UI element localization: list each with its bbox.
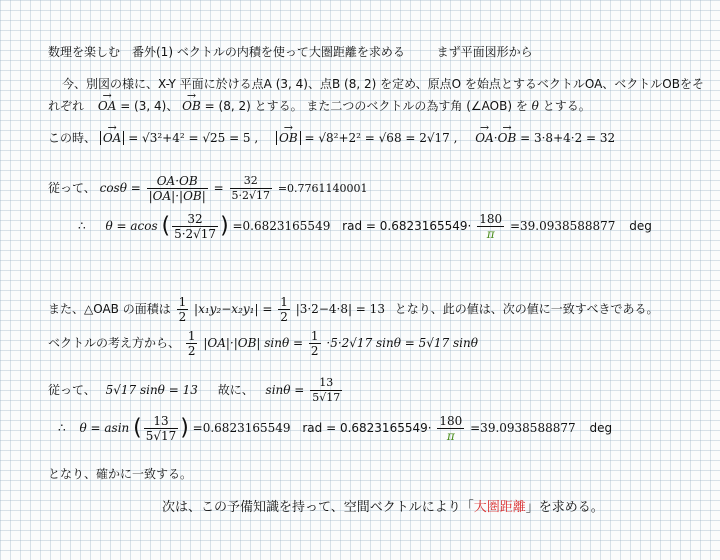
norms-line: この時、 → OA = √3²+4² = √25 = 5 , → OB = √8²+2² = √68 = 2√17 , → OA·→ OB = 3·8+4·2 = 32: [48, 130, 615, 146]
asin-deg-label: deg: [589, 421, 613, 435]
acos-fraction: [172, 212, 218, 241]
cos-den2: 5·2√17: [231, 189, 270, 202]
abs-ob: → OB: [279, 130, 298, 146]
area-line: [48, 292, 659, 326]
theta-acos-line: ∴ θ = acos ( $\frac{32}{5\cdot 2√17}$ ) =0.6823165549 rad = 0.6823165549· $\frac{180}{\pi}$ =39.0938588877 deg: [78, 212, 652, 241]
acos-rad: rad = 0.6823165549·: [342, 219, 472, 233]
oa-norm-expr: = √3²+4² = √25 = 5 ,: [128, 131, 259, 145]
asin-pi: π: [446, 429, 455, 443]
asin-den: 5√17: [145, 429, 177, 443]
next-pre: 次は、この予備知識を持って、空間ベクトルにより「: [162, 500, 474, 515]
next-line: [162, 500, 604, 516]
cos-lead: 従って、: [48, 181, 96, 195]
sin-line: [48, 370, 344, 410]
area-expr: |x₁y₂−x₂y₁| =: [194, 302, 273, 316]
therefore-2: ∴: [58, 421, 66, 435]
asin-result: =0.6823165549: [192, 421, 291, 435]
asin-deg-fraction: [437, 414, 464, 443]
asin-num: 13: [144, 414, 179, 429]
intro-line2-post: とする。: [542, 99, 591, 113]
cos-num: OA·OB: [147, 174, 208, 189]
theta-symbol: θ: [531, 99, 539, 113]
dot-ob: → OB: [498, 130, 517, 146]
area-tail: となり、此の値は、次の値に一致すべきである。: [394, 302, 659, 316]
title-text: 数理を楽しむ 番外(1) ベクトルの内積を使って大圏距離を求める: [48, 45, 405, 59]
sin-lhs: sinθ =: [265, 383, 305, 397]
sin-eq: 5√17 sinθ = 13: [105, 383, 198, 397]
cos-result: =0.7761140001: [277, 182, 368, 195]
title-note: まず平面図形から: [436, 45, 533, 59]
area-half-num: 1: [178, 295, 187, 309]
vector-view-line: [48, 326, 478, 360]
acos-result: =0.6823165549: [232, 219, 331, 233]
sin-num: 13: [310, 376, 342, 391]
cos-lhs: cosθ =: [99, 181, 141, 195]
vv-half-num-2: 1: [310, 329, 319, 343]
asin-fraction: [144, 414, 179, 443]
dot-expr: = 3·8+4·2 = 32: [520, 131, 616, 145]
area-half-num-2: 1: [280, 295, 288, 309]
acos-num: 32: [172, 212, 218, 227]
vv-half-den: 2: [187, 344, 196, 358]
intro-line-1: 今、別図の様に、X-Y 平面に於ける点A (3, 4)、点B (8, 2) を定め、原点O を始点とするベクトルOA、ベクトルOBをそ: [62, 77, 704, 91]
acos-pi: π: [486, 227, 495, 241]
theta-acos-lhs: θ = acos: [105, 219, 158, 233]
acos-den: 5·2√17: [174, 227, 217, 241]
page-title: [48, 44, 533, 60]
dot-oa: → OA: [475, 130, 494, 146]
intro-line2-pre: れぞれ: [48, 99, 85, 113]
acos-deg-label: deg: [629, 219, 652, 233]
therefore-1: ∴: [78, 219, 86, 233]
sin-den: 5√17: [312, 391, 341, 404]
theta-asin-line: ∴ θ = asin ( $\frac{13}{5√17}$ ) =0.6823165549 rad = 0.6823165549· $\frac{180}{\pi}$ =39.0938588877 deg: [58, 414, 613, 443]
cos-fraction: [147, 174, 208, 203]
area-lead: また、△OAB の面積は: [48, 302, 171, 316]
sin-hence: 故に、: [217, 383, 254, 397]
asin-deg-result: =39.0938588877: [470, 421, 576, 435]
ob-norm-expr: = √8²+2² = √68 = 2√17 ,: [304, 131, 458, 145]
asin-rad: rad = 0.6823165549·: [302, 421, 432, 435]
vector-ob: → OB: [182, 98, 201, 114]
next-post: 」を求める。: [525, 500, 604, 515]
intro-line-2: [48, 98, 591, 114]
area-half-den-2: 2: [280, 310, 288, 324]
acos-deg-result: =39.0938588877: [509, 219, 616, 233]
acos-deg-fraction: [477, 212, 504, 241]
cos-num2: 32: [230, 174, 273, 189]
area-expr-2: |3·2−4·8| = 13: [295, 302, 385, 316]
norms-lead: この時、: [48, 131, 97, 145]
acos-deg-num: 180: [479, 212, 503, 226]
cos-line: 従って、 cosθ = $\frac{OA\cdot OB}{|OA|\cdot|OB|}$ = $\frac{32}{5\cdot 2√17}$ =0.7761140001: [48, 174, 368, 203]
next-highlight: 大圏距離: [473, 500, 526, 515]
cos-den: |OA|·|OB|: [148, 189, 206, 203]
asin-deg-num: 180: [439, 414, 463, 428]
sin-lead: 従って、: [48, 383, 96, 397]
oa-value: = (3, 4)、: [120, 99, 179, 113]
abs-oa: → OA: [103, 130, 122, 146]
theta-asin-lhs: θ = asin: [79, 421, 130, 435]
vector-view-lead: ベクトルの考え方から、: [48, 336, 181, 350]
vector-oa: → OA: [98, 98, 117, 114]
vector-view-expr-2: ·5·2√17 sinθ = 5√17 sinθ: [326, 336, 478, 350]
cos-fraction-2: [230, 174, 273, 203]
vv-half-den-2: 2: [310, 344, 319, 358]
vector-view-expr: |OA|·|OB| sinθ =: [203, 336, 304, 350]
vv-half-num: 1: [187, 329, 196, 343]
ob-value: = (8, 2) とする。 また二つのベクトルの為す角 (∠AOB) を: [204, 99, 528, 113]
area-half-den: 2: [178, 310, 187, 324]
conclusion: となり、確かに一致する。: [48, 467, 193, 481]
